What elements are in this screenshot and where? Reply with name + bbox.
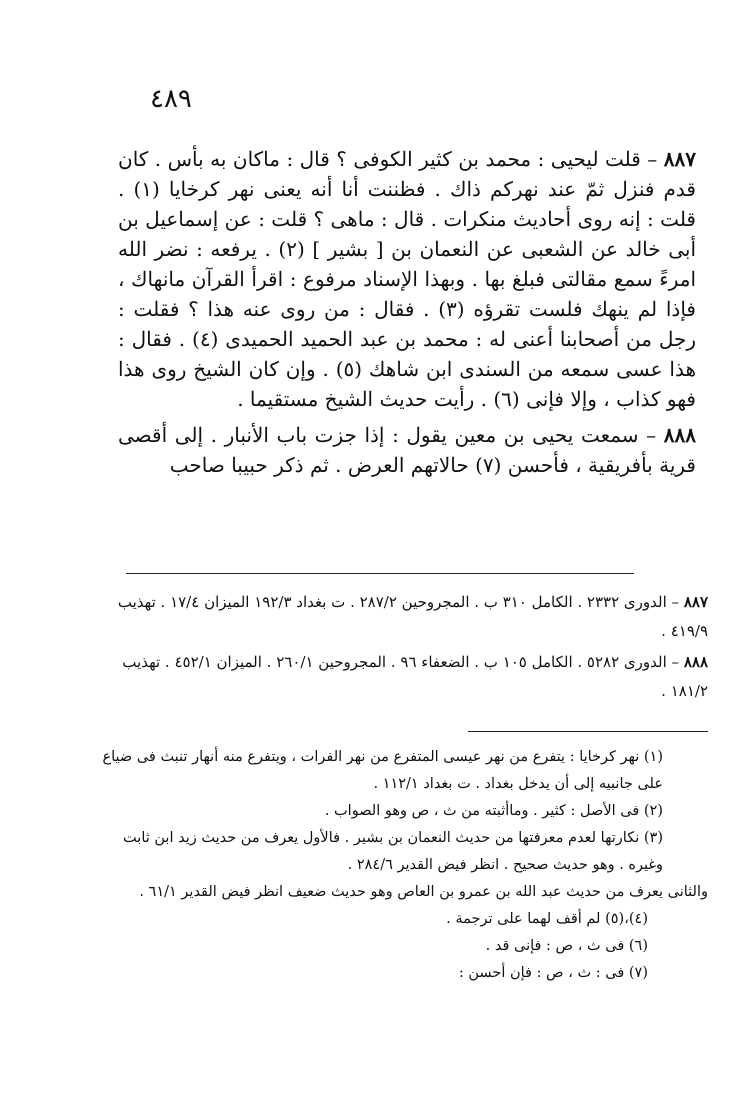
- entry-text: – سمعت يحيى بن معين يقول : إذا جزت باب الأنبار . إلى أقصى قرية بأفريقية ، فأحسن (٧) حالاتهم العرض . ثم ذكر حبيبا صاحب: [118, 423, 696, 477]
- footnote-1: (١) نهر كرخايا : يتفرع من نهر عيسى المتفرع من نهر الفرات ، ويتفرع منه أنهار تنبث فى ضياع على جانبيه إلى أن يدخل بغداد . ت بغداد ١١٢/١ .: [102, 749, 663, 792]
- footnote-6: (٦) فى ث ، ص : فإنى قد .: [485, 938, 648, 954]
- divider-rule: [126, 573, 634, 574]
- footnote-3: (٣) نكارتها لعدم معرفتها من حديث النعمان بن بشير . فالأول يعرف من حديث زيد ابن ثابت وغيره . وهو حديث صحيح . انظر فيض القدير ٢٨٤/٦ .: [123, 830, 663, 873]
- entry-887: [118, 144, 696, 414]
- source-887: [90, 588, 708, 646]
- page-number: ٤٨٩: [150, 84, 192, 114]
- footnote-2: (٢) فى الأصل : كثير . وماأثبته من ث ، ص وهو الصواب .: [324, 803, 663, 819]
- footnote-7: (٧) فى : ث ، ص : فإن أحسن :: [458, 965, 648, 981]
- source-888: [90, 648, 708, 706]
- footnotes: [90, 744, 708, 987]
- entry-number: ٨٨٧: [663, 147, 696, 171]
- footnote-3-continued: والثانى يعرف من حديث عبد الله بن عمرو بن العاص وهو حديث ضعيف انظر فيض القدير ٦١/١ .: [139, 884, 708, 900]
- entry-number: ٨٨٨: [663, 423, 696, 447]
- sources-block: [90, 588, 708, 708]
- source-number: ٨٨٨: [683, 653, 708, 671]
- entry-text: – قلت ليحيى : محمد بن كثير الكوفى ؟ قال : ماكان به بأس . كان قدم فنزل ثمّ عند نهركم ذاك . فظننت أنا أنه يعنى نهر كرخايا (١) . قلت : إنه روى أحاديث منكرات . قال : ماهى ؟ قلت : عن إسماعيل بن أبى خالد عن الشعبى عن النعمان بن [ بشير ] (٢) . يرفعه : نضر الله امرءً سمع مقالتى فبلغ بها . وبهذا الإسناد مرفوع : اقرأ القرآن مانهاك ، فإذا لم ينهك فلست تقرؤه (٣) . فقال : من روى عنه هذا ؟ فقلت : رجل من أصحابنا أعنى له : محمد بن عبد الحميد الحميدى (٤) . فقال : هذا عسى سمعه من السندى ابن شاهك (٥) . وإن كان الشيخ روى هذا فهو كذاب ، وإلا فإنى (٦) . رأيت حديث الشيخ مستقيما .: [118, 147, 696, 411]
- entry-888: [118, 420, 696, 480]
- main-text: [118, 144, 696, 486]
- source-number: ٨٨٧: [683, 593, 708, 611]
- source-text: – الدورى ٥٢٨٢ . الكامل ١٠٥ ب . الضعفاء ٩٦ . المجروحين ٢٦٠/١ . الميزان ٤٥٢/١ . تهذيب ١٨١/٢ .: [122, 653, 708, 700]
- source-text: – الدورى ٢٣٣٢ . الكامل ٣١٠ ب . المجروحين ٢٨٧/٢ . ت بغداد ١٩٢/٣ الميزان ١٧/٤ . تهذيب ٤١٩/٩ .: [117, 593, 708, 640]
- footnote-rule: [468, 731, 708, 732]
- footnote-4-5: (٤)،(٥) لم أقف لهما على ترجمة .: [446, 911, 648, 927]
